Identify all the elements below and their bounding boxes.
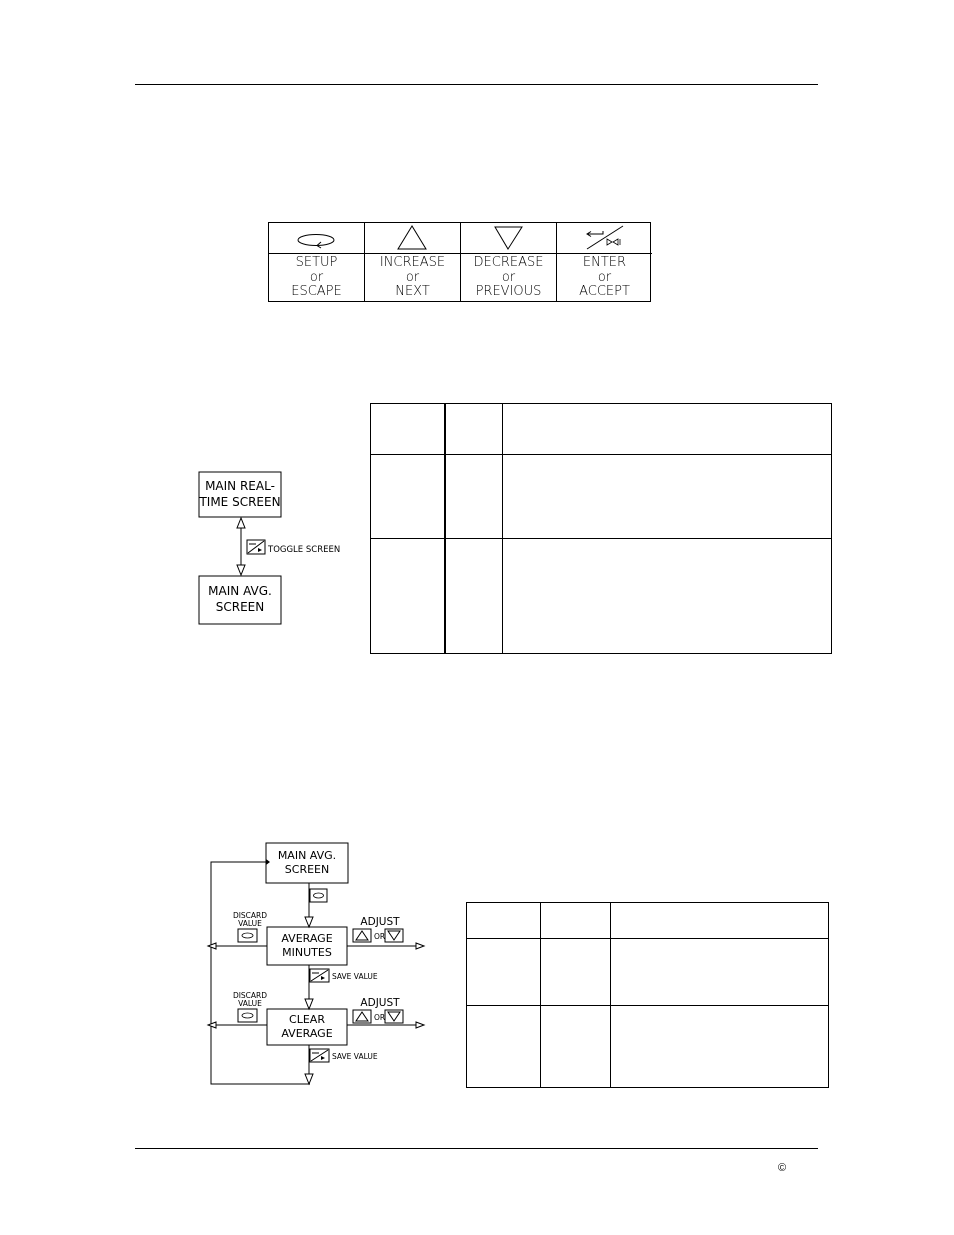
- table-cell: [445, 539, 503, 654]
- or-label-1: OR: [374, 932, 386, 941]
- table-cell: [445, 455, 503, 539]
- table-cell: [611, 1006, 829, 1088]
- increase-key-icon: [353, 929, 371, 942]
- discard-label-2: DISCARD: [232, 991, 268, 1000]
- table-cell: [503, 404, 832, 455]
- average-setup-flow-diagram: [200, 835, 440, 1095]
- screen-toggle-diagram: [190, 460, 370, 640]
- decrease-key-icon: [385, 929, 403, 942]
- table-cell: [541, 1006, 611, 1088]
- key-enter: [557, 223, 652, 301]
- footer-rule: [135, 1148, 818, 1149]
- flow-clear-line2: AVERAGE: [281, 1027, 333, 1040]
- discard-value-1: VALUE: [238, 919, 262, 928]
- box-avg-line2: SCREEN: [215, 600, 265, 614]
- box-realtime-line1: MAIN REAL-: [205, 479, 275, 493]
- table-cell: [541, 903, 611, 939]
- table-cell: [503, 539, 832, 654]
- table-main-screens: [370, 403, 832, 654]
- key-enter-label: ENTER or ACCEPT: [579, 255, 630, 299]
- discard-value-2: VALUE: [238, 999, 262, 1008]
- decrease-key-icon: [385, 1010, 403, 1023]
- keypad-legend: [268, 222, 651, 302]
- table-cell: [371, 539, 446, 654]
- table-cell: [445, 404, 503, 455]
- key-increase: [365, 223, 461, 301]
- header-rule: [135, 84, 818, 85]
- save-label-2: SAVE VALUE: [332, 1052, 378, 1061]
- key-decrease: [461, 223, 557, 301]
- save-label-1: SAVE VALUE: [332, 972, 378, 981]
- setup-key-icon: [238, 1009, 257, 1022]
- flow-clear-line1: CLEAR: [289, 1013, 325, 1026]
- flow-avgmin-line1: AVERAGE: [281, 932, 333, 945]
- table-cell: [467, 903, 541, 939]
- table-cell: [467, 1006, 541, 1088]
- setup-key-icon: [310, 889, 327, 902]
- increase-key-icon: [353, 1010, 371, 1023]
- table-cell: [611, 903, 829, 939]
- or-label-2: OR: [374, 1013, 386, 1022]
- box-realtime-line2: TIME SCREEN: [199, 495, 281, 509]
- increase-triangle-icon: [365, 223, 460, 254]
- table-cell: [371, 404, 446, 455]
- table-cell: [541, 939, 611, 1006]
- table-cell: [467, 939, 541, 1006]
- discard-label-1: DISCARD: [232, 911, 268, 920]
- enter-accept-icon: [557, 223, 652, 254]
- table-cell: [371, 455, 446, 539]
- flow-avgmin-line2: MINUTES: [282, 946, 332, 959]
- table-cell: [611, 939, 829, 1006]
- setup-escape-icon: [269, 223, 364, 254]
- enter-key-icon: [310, 1049, 329, 1062]
- table-cell: [503, 455, 832, 539]
- key-setup: [269, 223, 365, 301]
- setup-key-icon: [238, 929, 257, 942]
- table-average-settings: [466, 902, 829, 1088]
- decrease-triangle-icon: [461, 223, 556, 254]
- enter-key-icon: [247, 540, 265, 554]
- key-decrease-label: DECREASE or PREVIOUS: [473, 255, 544, 299]
- box-avg-line1: MAIN AVG.: [208, 584, 272, 598]
- adjust-label-1: ADJUST: [360, 916, 400, 928]
- copyright-symbol: ©: [778, 1162, 787, 1174]
- adjust-label-2: ADJUST: [360, 997, 400, 1009]
- key-increase-label: INCREASE or NEXT: [379, 255, 446, 299]
- key-setup-label: SETUP or ESCAPE: [291, 255, 342, 299]
- flow-main-line2: SCREEN: [284, 863, 330, 876]
- enter-key-icon: [310, 969, 329, 982]
- toggle-label: TOGGLE SCREEN: [268, 545, 341, 555]
- flow-main-line1: MAIN AVG.: [277, 849, 337, 862]
